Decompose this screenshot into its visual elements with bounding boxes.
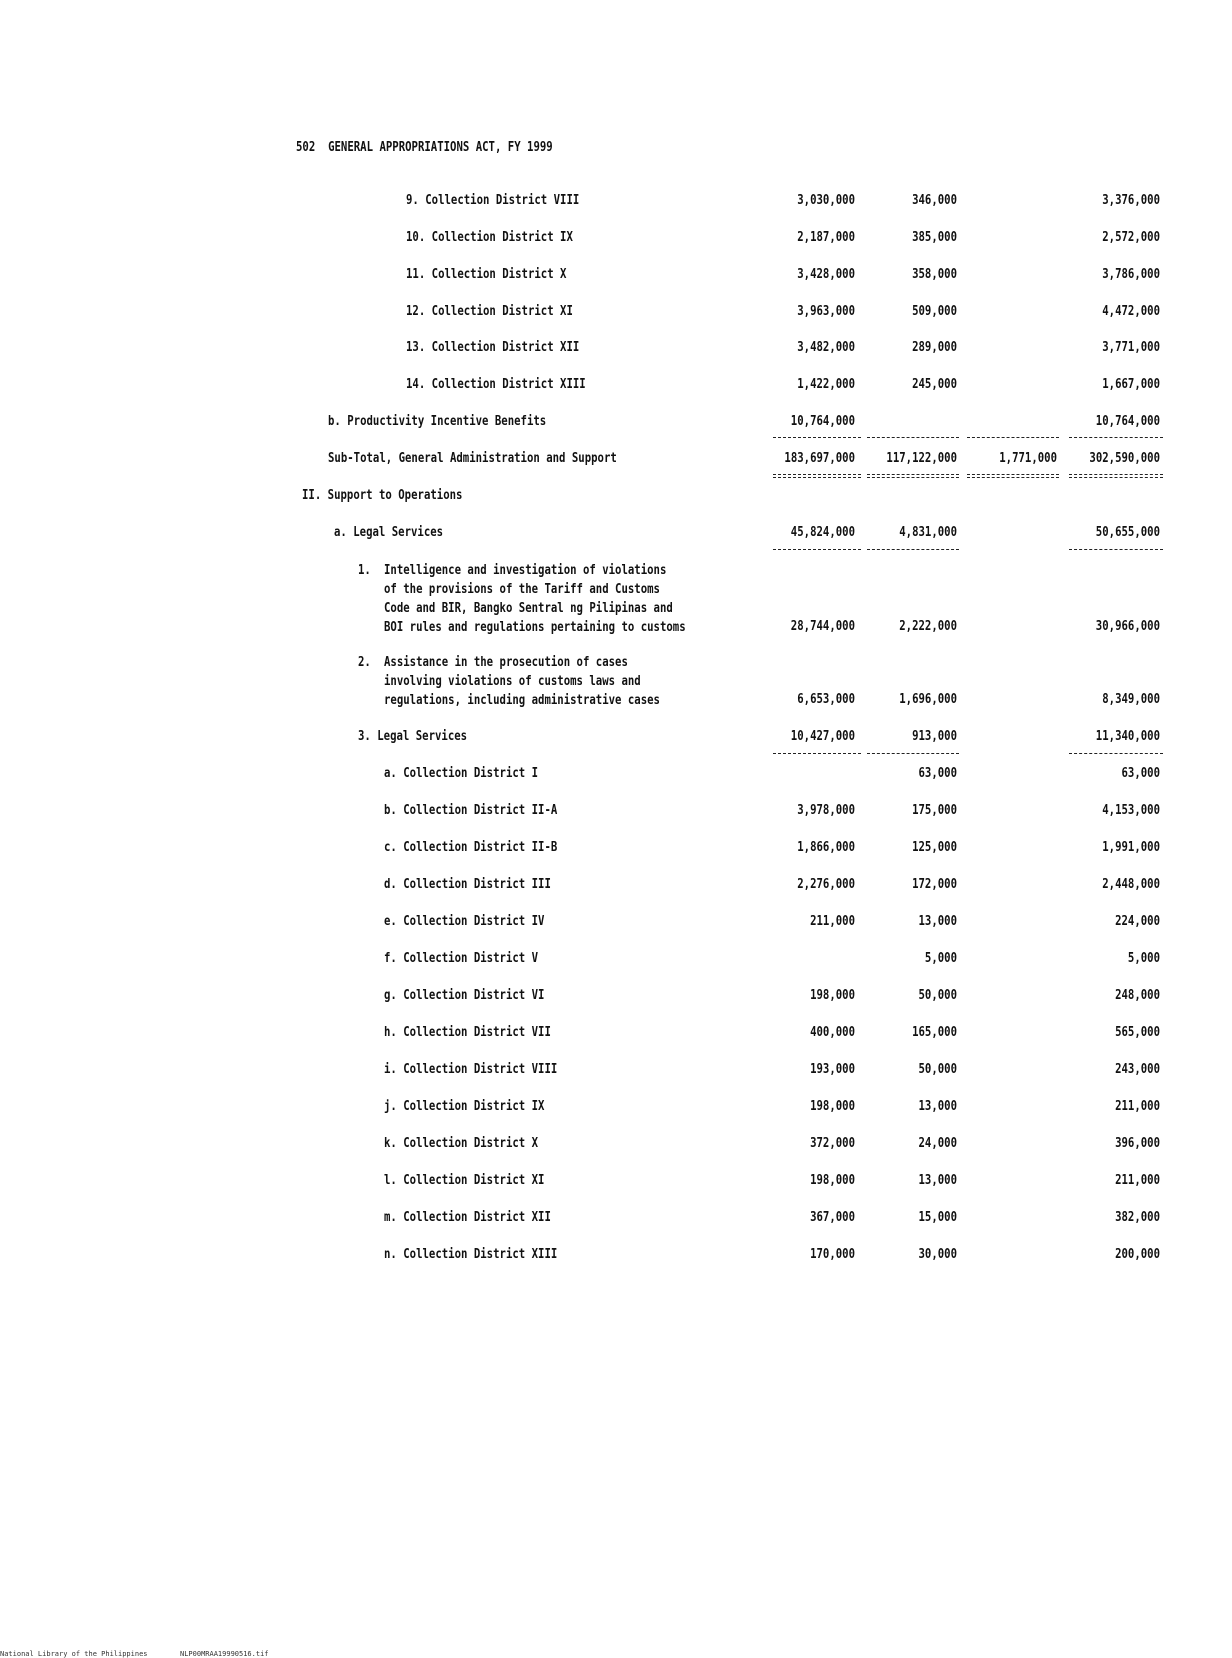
- table-row-multiline: [0, 653, 1232, 710]
- cell-col4: 382,000: [1115, 1210, 1160, 1225]
- row-label: d. Collection District III: [384, 877, 551, 892]
- row-label: 13. Collection District XII: [406, 340, 580, 355]
- row-label: 9. Collection District VIII: [406, 193, 580, 208]
- cell-col2: 50,000: [918, 988, 957, 1003]
- table-row-multiline: [0, 561, 1232, 637]
- cell-col2: 346,000: [912, 193, 957, 208]
- table-row: [0, 728, 1232, 746]
- row-label-line: involving violations of customs laws and: [384, 674, 641, 689]
- cell-col4: 3,376,000: [1102, 193, 1160, 208]
- cell-col2: 5,000: [924, 951, 957, 966]
- footer-library: National Library of the Philippines: [0, 1650, 148, 1658]
- cell-col2: 165,000: [912, 1025, 957, 1040]
- cell-col2: 175,000: [912, 803, 957, 818]
- cell-col1: 10,764,000: [790, 414, 855, 429]
- cell-col2: 15,000: [918, 1210, 957, 1225]
- row-label-line: BOI rules and regulations pertaining to customs: [384, 620, 686, 635]
- cell-col1: 198,000: [810, 988, 855, 1003]
- cell-col2: 24,000: [918, 1136, 957, 1151]
- cell-col4: 200,000: [1115, 1247, 1160, 1262]
- page-number: 502: [296, 140, 316, 155]
- row-label: b. Productivity Incentive Benefits: [328, 414, 547, 429]
- cell-col2: 63,000: [918, 766, 957, 781]
- table-row: [0, 765, 1232, 783]
- divider: [773, 437, 861, 438]
- divider: [773, 549, 861, 550]
- cell-col2: 913,000: [912, 729, 957, 744]
- divider: [1069, 549, 1163, 550]
- cell-col4: 30,966,000: [1095, 619, 1160, 634]
- cell-col4: 4,472,000: [1102, 304, 1160, 319]
- cell-col1: 3,428,000: [797, 267, 855, 282]
- cell-col1: 198,000: [810, 1099, 855, 1114]
- cell-col1: 367,000: [810, 1210, 855, 1225]
- row-label: 10. Collection District IX: [406, 230, 573, 245]
- row-label: e. Collection District IV: [384, 914, 545, 929]
- cell-col4: 50,655,000: [1095, 525, 1160, 540]
- row-label: m. Collection District XII: [384, 1210, 551, 1225]
- cell-col2: 509,000: [912, 304, 957, 319]
- table-row: [0, 413, 1232, 431]
- cell-col2: 4,831,000: [899, 525, 957, 540]
- table-row: [0, 950, 1232, 968]
- cell-col2: 30,000: [918, 1247, 957, 1262]
- row-label: Sub-Total, General Administration and Support: [328, 451, 617, 466]
- cell-col2: 2,222,000: [899, 619, 957, 634]
- divider: [867, 437, 959, 438]
- cell-col4: 8,349,000: [1102, 692, 1160, 707]
- cell-col1: 2,276,000: [797, 877, 855, 892]
- cell-col1: 2,187,000: [797, 230, 855, 245]
- row-label: h. Collection District VII: [384, 1025, 551, 1040]
- divider: [967, 474, 1059, 475]
- cell-col2: 245,000: [912, 377, 957, 392]
- row-label: l. Collection District XI: [384, 1173, 545, 1188]
- cell-col1: 183,697,000: [784, 451, 855, 466]
- cell-col2: 1,696,000: [899, 692, 957, 707]
- cell-col4: 565,000: [1115, 1025, 1160, 1040]
- cell-col2: 117,122,000: [886, 451, 957, 466]
- row-label: k. Collection District X: [384, 1136, 539, 1151]
- footer-filename: NLP00MRAA19990516.tif: [180, 1650, 269, 1658]
- row-label: f. Collection District V: [384, 951, 539, 966]
- row-label: 14. Collection District XIII: [406, 377, 586, 392]
- row-label-line: Intelligence and investigation of violations: [384, 563, 667, 578]
- table-row: [0, 339, 1232, 357]
- cell-col4: 2,448,000: [1102, 877, 1160, 892]
- divider: [867, 477, 959, 478]
- cell-col4: 1,667,000: [1102, 377, 1160, 392]
- table-row: [0, 913, 1232, 931]
- cell-col1: 211,000: [810, 914, 855, 929]
- row-label-line: Code and BIR, Bangko Sentral ng Pilipinas and: [384, 601, 673, 616]
- cell-col1: 45,824,000: [790, 525, 855, 540]
- row-label-line: regulations, including administrative cases: [384, 693, 660, 708]
- cell-col4: 224,000: [1115, 914, 1160, 929]
- divider: [967, 437, 1059, 438]
- row-label: i. Collection District VIII: [384, 1062, 558, 1077]
- cell-col4: 63,000: [1121, 766, 1160, 781]
- cell-col1: 3,482,000: [797, 340, 855, 355]
- table-row: [0, 524, 1232, 542]
- cell-col1: 400,000: [810, 1025, 855, 1040]
- table-row: [0, 1135, 1232, 1153]
- divider: [773, 477, 861, 478]
- divider: [1069, 437, 1163, 438]
- cell-col3: 1,771,000: [999, 451, 1057, 466]
- cell-col4: 243,000: [1115, 1062, 1160, 1077]
- row-label: c. Collection District II-B: [384, 840, 558, 855]
- row-label: a. Legal Services: [334, 525, 444, 540]
- row-label: g. Collection District VI: [384, 988, 545, 1003]
- divider: [773, 474, 861, 475]
- cell-col1: 198,000: [810, 1173, 855, 1188]
- divider: [773, 753, 861, 754]
- row-item-number: 1.: [358, 563, 371, 578]
- table-row: [0, 839, 1232, 857]
- table-row: [0, 876, 1232, 894]
- divider: [867, 753, 959, 754]
- divider: [1069, 753, 1163, 754]
- table-row: [0, 376, 1232, 394]
- divider: [867, 549, 959, 550]
- cell-col4: 211,000: [1115, 1173, 1160, 1188]
- page-header: [296, 140, 553, 155]
- cell-col1: 193,000: [810, 1062, 855, 1077]
- table-row: [0, 1209, 1232, 1227]
- cell-col1: 3,963,000: [797, 304, 855, 319]
- divider: [867, 474, 959, 475]
- cell-col4: 11,340,000: [1095, 729, 1160, 744]
- table-row: [0, 1098, 1232, 1116]
- page-title: GENERAL APPROPRIATIONS ACT, FY 1999: [328, 140, 553, 155]
- row-label: b. Collection District II-A: [384, 803, 558, 818]
- table-row: [0, 1061, 1232, 1079]
- divider: [967, 477, 1059, 478]
- cell-col1: 28,744,000: [790, 619, 855, 634]
- cell-col2: 172,000: [912, 877, 957, 892]
- cell-col4: 2,572,000: [1102, 230, 1160, 245]
- cell-col4: 3,786,000: [1102, 267, 1160, 282]
- cell-col4: 248,000: [1115, 988, 1160, 1003]
- cell-col4: 396,000: [1115, 1136, 1160, 1151]
- row-label-line: Assistance in the prosecution of cases: [384, 655, 628, 670]
- table-row: [0, 802, 1232, 820]
- cell-col1: 6,653,000: [797, 692, 855, 707]
- row-label: 11. Collection District X: [406, 267, 567, 282]
- divider: [1069, 474, 1163, 475]
- cell-col1: 372,000: [810, 1136, 855, 1151]
- cell-col4: 4,153,000: [1102, 803, 1160, 818]
- row-label: a. Collection District I: [384, 766, 539, 781]
- row-item-number: 2.: [358, 655, 371, 670]
- table-row: [0, 192, 1232, 210]
- cell-col1: 3,978,000: [797, 803, 855, 818]
- cell-col4: 302,590,000: [1089, 451, 1160, 466]
- table-row: [0, 1172, 1232, 1190]
- cell-col2: 13,000: [918, 914, 957, 929]
- table-row: [0, 1246, 1232, 1264]
- table-row: [0, 987, 1232, 1005]
- cell-col2: 289,000: [912, 340, 957, 355]
- table-row: [0, 229, 1232, 247]
- cell-col1: 170,000: [810, 1247, 855, 1262]
- section-heading: [0, 487, 1232, 505]
- row-label-line: of the provisions of the Tariff and Customs: [384, 582, 660, 597]
- subtotal-row: [0, 450, 1232, 468]
- table-row: [0, 1024, 1232, 1042]
- row-label: 12. Collection District XI: [406, 304, 573, 319]
- cell-col4: 1,991,000: [1102, 840, 1160, 855]
- cell-col2: 50,000: [918, 1062, 957, 1077]
- table-row: [0, 266, 1232, 284]
- cell-col1: 1,866,000: [797, 840, 855, 855]
- row-label: 3. Legal Services: [358, 729, 468, 744]
- cell-col4: 10,764,000: [1095, 414, 1160, 429]
- cell-col2: 13,000: [918, 1099, 957, 1114]
- cell-col1: 10,427,000: [790, 729, 855, 744]
- row-label: n. Collection District XIII: [384, 1247, 558, 1262]
- cell-col4: 211,000: [1115, 1099, 1160, 1114]
- cell-col2: 125,000: [912, 840, 957, 855]
- row-label: j. Collection District IX: [384, 1099, 545, 1114]
- cell-col1: 1,422,000: [797, 377, 855, 392]
- cell-col4: 3,771,000: [1102, 340, 1160, 355]
- cell-col2: 358,000: [912, 267, 957, 282]
- cell-col2: 13,000: [918, 1173, 957, 1188]
- table-row: [0, 303, 1232, 321]
- row-label: II. Support to Operations: [302, 488, 463, 503]
- divider: [1069, 477, 1163, 478]
- cell-col2: 385,000: [912, 230, 957, 245]
- cell-col1: 3,030,000: [797, 193, 855, 208]
- cell-col4: 5,000: [1127, 951, 1160, 966]
